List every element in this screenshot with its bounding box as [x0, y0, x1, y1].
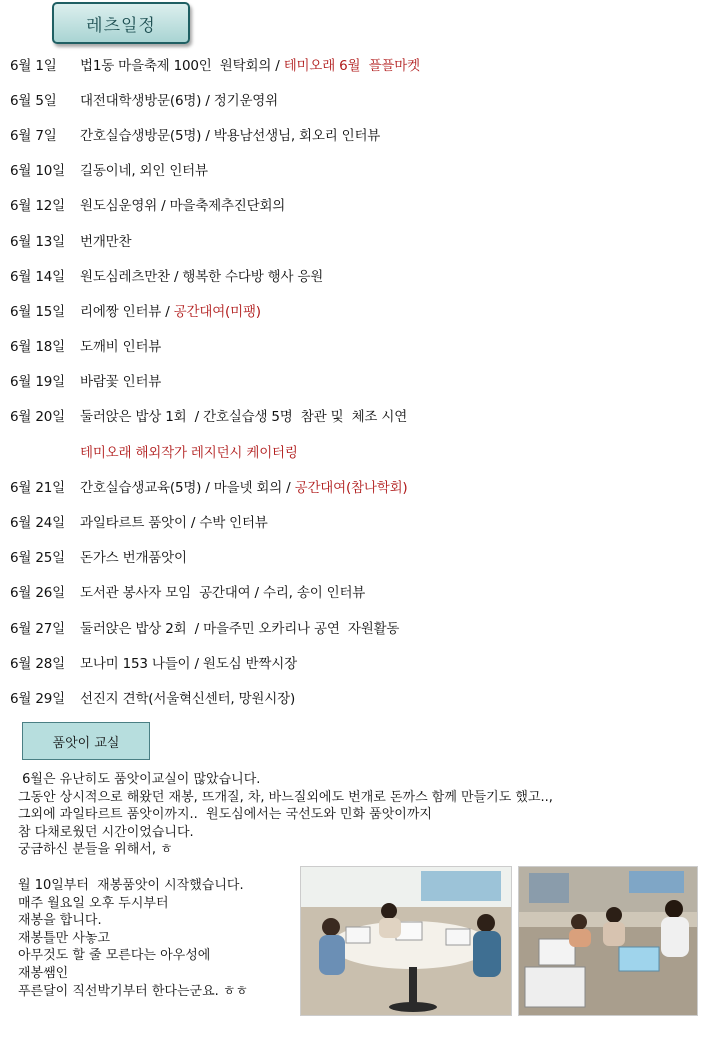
schedule-text: 원도심레츠만찬 / 행복한 수다방 행사 응원 — [80, 268, 324, 285]
schedule-row — [10, 468, 710, 503]
schedule-row — [10, 644, 710, 679]
schedule-row — [10, 503, 710, 538]
schedule-row — [10, 574, 710, 609]
schedule-text: 모나미 153 나들이 / 원도심 반짝시장 — [80, 655, 297, 672]
schedule-text: 돈가스 번개품앗이 — [80, 550, 187, 567]
schedule-text: 간호실습생교육(5명) / 마을넷 회의 / — [80, 479, 295, 496]
schedule-row — [10, 187, 710, 222]
schedule-date: 6월 21일 — [10, 479, 65, 496]
page-title: 레츠일정 — [52, 2, 190, 44]
schedule-date: 6월 1일 — [10, 57, 57, 74]
schedule-text: 대전대학생방문(6명) / 정기운영위 — [80, 92, 278, 109]
schedule-row — [10, 398, 710, 433]
schedule-date: 6월 25일 — [10, 550, 65, 567]
schedule-text: 둘러앉은 밥상 2회 / 마을주민 오카리나 공연 자원활동 — [80, 620, 400, 637]
schedule-text: 간호실습생방문(5명) / 박용남선생님, 회오리 인터뷰 — [80, 127, 381, 144]
schedule-row — [10, 363, 710, 398]
schedule-highlight-text: 공간대여(참나학회) — [294, 479, 408, 496]
schedule-text: 둘러앉은 밥상 1회 / 간호실습생 5명 참관 및 체조 시연 — [80, 409, 408, 426]
schedule-text: 과일타르트 품앗이 / 수박 인터뷰 — [80, 515, 268, 532]
schedule-text: 도서관 봉사자 모임 공간대여 / 수리, 송이 인터뷰 — [80, 585, 366, 602]
schedule-text: 원도심운영위 / 마을축제추진단회의 — [80, 198, 286, 215]
schedule-row — [10, 257, 710, 292]
schedule-row — [10, 679, 710, 714]
schedule-row — [10, 46, 710, 81]
schedule-row — [10, 539, 710, 574]
schedule-text: 리에짱 인터뷰 / — [80, 303, 174, 320]
schedule-highlight-text: 테미오래 6월 플플마켓 — [283, 57, 420, 74]
schedule-date: 6월 28일 — [10, 655, 65, 672]
schedule-row — [10, 328, 710, 363]
schedule-date: 6월 26일 — [10, 585, 65, 602]
schedule-row — [10, 433, 710, 468]
schedule-highlight-text: 테미오래 해외작가 레지던시 케이터링 — [80, 444, 298, 461]
schedule-row — [10, 81, 710, 116]
schedule-date: 6월 13일 — [10, 233, 65, 250]
section-title-pumasi-class: 품앗이 교실 — [22, 722, 150, 760]
sewing-class-photo-2 — [518, 866, 698, 1016]
sewing-class-photo-1 — [300, 866, 512, 1016]
schedule-date: 6월 18일 — [10, 339, 65, 356]
schedule-date: 6월 14일 — [10, 268, 65, 285]
schedule-text: 번개만찬 — [80, 233, 132, 250]
schedule-row — [10, 292, 710, 327]
schedule-date: 6월 15일 — [10, 303, 65, 320]
schedule-text: 선진지 견학(서울혁신센터, 망원시장) — [80, 690, 296, 707]
schedule-text: 도깨비 인터뷰 — [80, 339, 162, 356]
schedule-date: 6월 7일 — [10, 127, 57, 144]
schedule-text: 바람꽃 인터뷰 — [80, 374, 162, 391]
sewing-paragraph: 월 10일부터 재봉품앗이 시작했습니다. 매주 월요일 오후 두시부터 재봉을 합니다. 재봉틀만 사놓고 아무것도 할 줄 모른다는 아우성에 재봉쌤인 푸른달이 직선박기부터 한다는군요. ㅎㅎ — [18, 878, 249, 999]
schedule-text: 법1동 마을축제 100인 원탁회의 / — [80, 57, 284, 74]
schedule-date: 6월 19일 — [10, 374, 65, 391]
schedule-highlight-text: 공간대여(미팽) — [173, 303, 261, 320]
schedule-row — [10, 609, 710, 644]
schedule-date: 6월 12일 — [10, 198, 65, 215]
schedule-list — [10, 46, 710, 715]
intro-paragraph: 6월은 유난히도 품앗이교실이 많았습니다. 그동안 상시적으로 해왔던 재봉, 뜨개질, 차, 바느질외에도 번개로 돈까스 함께 만들기도 했고.., 그외에 과일타르트 품앗이까지.. 원도심에서는 국선도와 민화 품앗이까지 참 다채로웠던 시간이었습니다. 궁금하신 분들을 위해서, ㅎ — [18, 772, 553, 858]
schedule-date: 6월 29일 — [10, 690, 65, 707]
schedule-date: 6월 20일 — [10, 409, 65, 426]
schedule-date: 6월 24일 — [10, 515, 65, 532]
schedule-date: 6월 5일 — [10, 92, 57, 109]
schedule-date: 6월 10일 — [10, 163, 65, 180]
schedule-date: 6월 27일 — [10, 620, 65, 637]
schedule-row — [10, 116, 710, 151]
schedule-row — [10, 222, 710, 257]
schedule-row — [10, 152, 710, 187]
schedule-text: 길동이네, 외인 인터뷰 — [80, 163, 208, 180]
